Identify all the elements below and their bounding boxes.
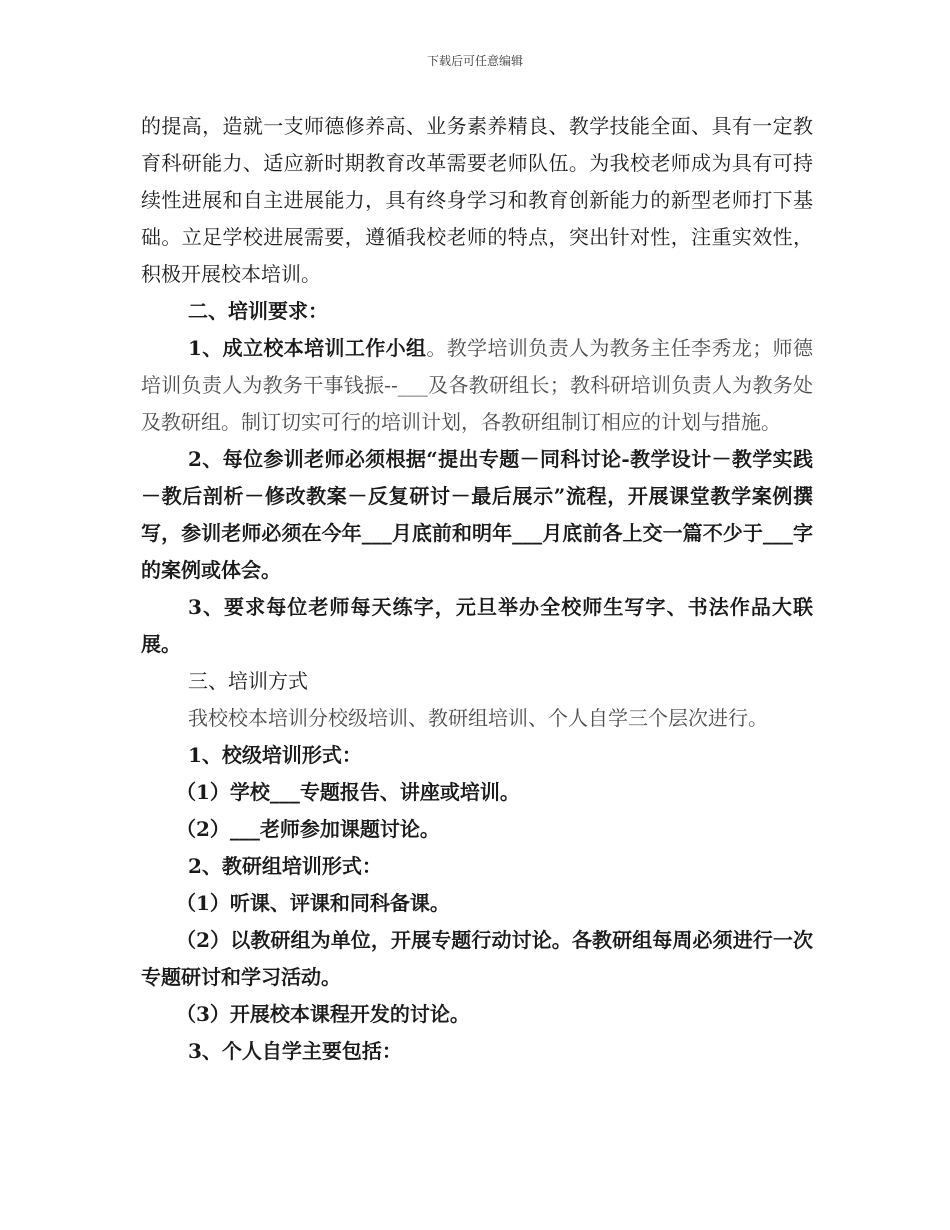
method-1-item-2: （2）___老师参加课题讨论。 — [176, 817, 440, 841]
method-2-title: 2、教研组培训形式： — [188, 854, 382, 878]
page-header: 下载后可任意编辑 — [426, 54, 523, 68]
method-2-item-3: （3）开展校本课程开发的讨论。 — [176, 1002, 470, 1026]
requirement-1 — [141, 330, 813, 441]
section-heading-methods: 三、培训方式 — [188, 669, 308, 693]
methods-intro: 我校校本培训分校级培训、教研组培训、个人自学三个层次进行。 — [188, 706, 768, 730]
method-1-item-1: （1）学校___专题报告、讲座或培训。 — [176, 780, 520, 804]
method-3-title: 3、个人自学主要包括： — [188, 1039, 402, 1063]
requirement-2: 2、每位参训老师必须根据“提出专题－同科讨论-教学设计－教学实践－教后剖析－修改教案－反复研讨－最后展示”流程，开展课堂教学案例撰写，参训老师必须在今年___月底前和明年___月底前各上交一篇不少于___字的案例或体会。 — [141, 447, 813, 582]
requirement-3: 3、要求每位老师每天练字，元旦举办全校师生写字、书法作品大联展。 — [141, 595, 813, 656]
requirement-1-title: 1、成立校本培训工作小组 — [188, 336, 427, 360]
method-1-title: 1、校级培训形式： — [188, 743, 362, 767]
method-2-item-2: （2）以教研组为单位，开展专题行动讨论。各教研组每周必须进行一次专题研讨和学习活动。 — [141, 928, 813, 989]
requirement-1-text: 。教学培训负责人为教务主任李秀龙；师德培训负责人为教务干事钱振--___及各教研组长；教科研培训负责人为教务处及教研组。制订切实可行的培训计划，各教研组制订相应的计划与措施。 — [141, 336, 814, 434]
method-2-item-1: （1）听课、评课和同科备课。 — [176, 891, 450, 915]
intro-paragraph: 的提高，造就一支师德修养高、业务素养精良、教学技能全面、具有一定教育科研能力、适应新时期教育改革需要老师队伍。为我校老师成为具有可持续性进展和自主进展能力，具有终身学习和教育创新能力的新型老师打下基础。立足学校进展需要，遵循我校老师的特点，突出针对性，注重实效性，积极开展校本培训。 — [141, 114, 813, 286]
document-body — [141, 108, 813, 1070]
section-heading-requirements: 二、培训要求： — [188, 299, 328, 323]
